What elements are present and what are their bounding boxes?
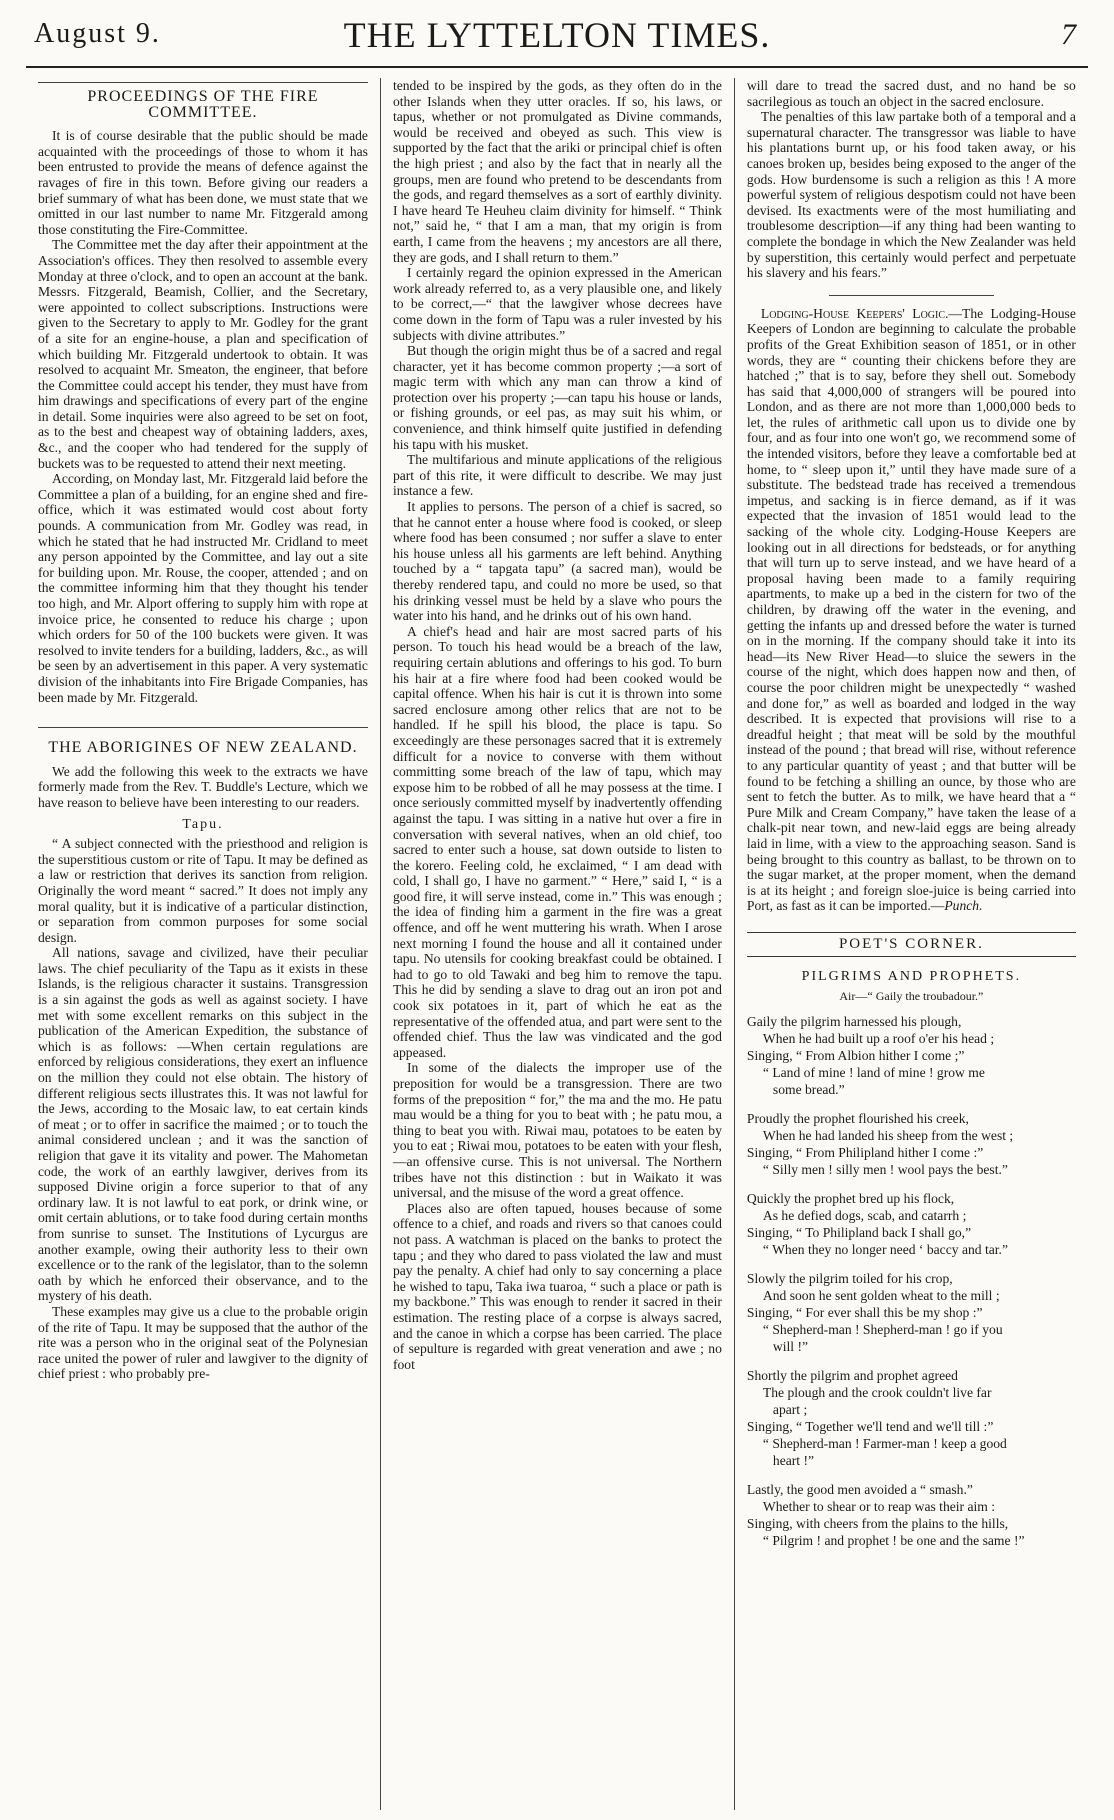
lodging-body: —The Lodging-House Keepers of London are beginning to calculate the probable profits of the Great Exhibition season of 1851, or in other words, they are “ counting their chickens before they are hatched ;” that is to say, before they shell out. Somebody has said that 4,000,000 of strangers will be poured into London, and as there are not more than 1,000,000 beds to let, the rules of arithmetic call upon us to divide one by four, and as four into one won't go, we recommend some of the intended visitors, before they leave a comfortable bed at home, to “ sleep upon it,” until they have made sure of a substitute. The bedstead trade has received a tremendous impetus, and sacking is in fierce demand, as if it was expected that the invasion of 1851 would lead to the sacking of the whole city. Lodging-House Keepers are looking out in all directions for bedsteads, or for anything that will turn up to serve instead, and we have heard of a proposal having been made to a family requiring apartments, to make up a bed in the cistern for two of the children, by drawing off the water in the evening, and getting the infants up and dressed before the water is turned on in the morning. If the company should take it into its head—its New River Head—to sluice the sewers in the course of the night, which does happen now and then, of course the poor children might be unexpectedly “ washed and done for,” as well as boarded and lodged in the way described. It is expected that provisions will rise to a dreadful height ; that meat will be sold by the mouthful instead of the pound ; that bread will rise, without reference to any particular quantity of yeast ; and that butter will be found to be fetching a shilling an ounce, by those who are sent to fetch the butter. As to milk, we have heard that a “ Pure Milk and Cream Company,” have taken the lease of a chalk-pit near town, and new-laid eggs are being already laid in lime, with a view to the approaching season. Sand is being brought to this country as ballast, to be thrown on to the sugar market, at the proper moment, when the demand is at its height ; and foreign sloe-juice is being carried into Port, as fast as it can be imported.— xyxy=(746,305,1076,914)
poem-line: “ Silly men ! silly men ! wool pays the best.” xyxy=(762,1161,1008,1177)
aborigines-paragraph: All nations, savage and civilized, have their peculiar laws. The chief peculiarity of the Tapu as it exists in these Islands, is the religious character it sustains. Transgression is a sin against the gods as well as against society. I have met with some excellent remarks on this subject in the publication of the American Expedition, the substance of which is as follows: —When certain regulations are enforced by religious considerations, they exert an influence on the million they could not else obtain. The history of different religious sects illustrates this. It was not lawful for the Jews, according to the Mosaic law, to eat certain kinds of meat ; or to offer in sacrifice the maimed ; or to touch the animal considered unclean ; and it was the sanction of religion that gave it its vitality and power. The Mahometan code, the work of an earthly lawgiver, derives from its supposed Divine origin a force superior to that of any ordinary law. It is not lawful to eat pork, or drink wine, or omit certain ablutions, or to take food during certain months from sunrise to sunset. The Institutions of Lycurgus are another example, owing their authority less to their own excellence or to the rank of the legislator, than to the solemn oath by which he enforced their observance, and to the mystery of his death. xyxy=(38,945,368,1304)
issue-date: August 9. xyxy=(34,18,161,49)
columns xyxy=(26,78,1088,1810)
divider xyxy=(38,727,368,728)
column-1 xyxy=(26,78,380,1810)
poem-stanza xyxy=(747,1190,1076,1258)
poem-line: Singing, “ From Albion hither I come ;” xyxy=(746,1047,965,1063)
column-3 xyxy=(734,78,1088,1810)
aborigines-paragraph: I certainly regard the opinion expressed in the American work already referred to, as a very plausible one, and likely to be correct,—“ that the lawgiver whose decrees have come down in the form of Tapu was a ruler invested by his subjects with divine attributes.” xyxy=(392,265,722,343)
aborigines-paragraph: These examples may give us a clue to the probable origin of the rite of Tapu. It may be supposed that the author of the rite was a person who in the original seat of the Polynesian race united the power of ruler and lawgiver to the dignity of chief priest : who probably pre- xyxy=(38,1303,368,1382)
aborigines-paragraph: will dare to tread the sacred dust, and no hand be so sacrilegious as touch an object in the sacred enclosure. xyxy=(746,78,1076,109)
poem-stanza xyxy=(747,1013,1076,1098)
poets-corner-heading: POET'S CORNER. xyxy=(747,932,1076,958)
poem-line: Slowly the pilgrim toiled for his crop, xyxy=(746,1270,953,1286)
aborigines-paragraph: It applies to persons. The person of a chief is sacred, so that he cannot enter a house where food is cooked, or sleep where food has been consumed ; nor suffer a slave to enter his house unless all his garments are left behind. Anything touched by a “ tapgata tapu” (a sacred man), would be thereby rendered tapu, and could no more be used, so that his drinking vessel must be held by a slave who pours the water into his hand, and he drinks out of his own hand. xyxy=(392,499,722,624)
poem-line: Shortly the pilgrim and prophet agreed xyxy=(746,1367,958,1383)
poem-line: “ Shepherd-man ! Farmer-man ! keep a good xyxy=(762,1435,1007,1451)
poem-stanza xyxy=(747,1367,1076,1469)
fire-committee-paragraph-1: It is of course desirable that the public should be made acquainted with the proceedings of those to whom it has been entrusted to provide the means of defence against the ravages of fire in this town. Before giving our readers a brief summary of what has been done, we must state that we omitted in our last number to name Mr. Fitzgerald among those constituting the Fire-Committee. xyxy=(38,128,368,237)
poem-line: When he had landed his sheep from the west ; xyxy=(762,1127,1014,1143)
page-number: 7 xyxy=(1061,18,1076,51)
poem-line: Lastly, the good men avoided a “ smash.” xyxy=(746,1481,973,1497)
aborigines-paragraph: A chief's head and hair are most sacred parts of his person. To touch his head would be a breach of the law, requiring certain ablutions and offerings to his god. To burn his hair at a fire where food had been cooked would be capital offence. When his hair is cut it is thrown into some sacred enclosure among other relics that are not to be handled. If he spill his blood, the place is tapu. So exceedingly are these personages sacred that it is extremely difficult for a novice to converse with them without committing some breach of the law of tapu, which may expose him to be robbed of all he may possess at the time. I once seriously committed myself by inadvertently offending against the tapu. I was sitting in a native hut over a fire in conversation with several natives, when an old chief, too sacred to enter such a house, sat down outside to listen to the korero. Feeling cold, he exclaimed, “ I am dead with cold, I shall go, I have no garment.” “ Here,” said I, “ is a good fire, it will serve instead, come in.” This was enough ; the idea of finding him a garment in the fire was a great offence, and off he went muttering his wrath. When I arose next morning I found the house and all it contained under tapu. No utensils for cooking breakfast could be obtained. I had to go to old Tawaki and beg him to remove the tapu. This he did by sending a slave to drag out an iron pot and cook six potatoes in it, part of which he eat as the representative of the offended atua, and part were sent to the offended chief. Thus the law was vindicated and the god appeased. xyxy=(392,623,722,1060)
poem-line: will !” xyxy=(772,1338,809,1354)
poem-line: When he had built up a roof o'er his head ; xyxy=(762,1030,995,1046)
poem-line: Singing, “ From Philipland hither I come :” xyxy=(746,1144,984,1160)
aborigines-intro: We add the following this week to the extracts we have formerly made from the Rev. T. Buddle's Lecture, which we have reason to believe have been interesting to our readers. xyxy=(38,763,368,810)
tapu-subheading: Tapu. xyxy=(182,816,224,832)
aborigines-paragraph: “ A subject connected with the priesthood and religion is the superstitious custom or rite of Tapu. It may be defined as a law or restriction that derives its sanction from religion. Originally the word meant “ sacred.” It does not imply any moral quality, but it is indicative of a particular distinction, or separation from common purposes for some social design. xyxy=(38,836,368,945)
poem-line: Singing, “ For ever shall this be my shop :” xyxy=(746,1304,983,1320)
fire-committee-paragraph-3: According, on Monday last, Mr. Fitzgerald laid before the Committee a plan of a building, for an engine shed and fire-office, which it was estimated would cost about forty pounds. A communication from Mr. Godley was read, in which he stated that he had instructed Mr. Cridland to meet any person appointed by the Committee, and lay out a site for building upon. Mr. Rouse, the cooper, attended ; and on the committee informing him that they thought his tender too high, and Mr. Alport offering to supply him with rope at invoice price, he consented to reduce his charge ; upon which orders for 50 of the 100 buckets were given. It was resolved to invite tenders for a building, ladders, &c., as will be seen by an advertisement in this paper. A very systematic division of the inhabitants into Fire Brigade Companies, has been made by Mr. Fitzgerald. xyxy=(38,471,368,705)
divider xyxy=(38,82,368,83)
fire-committee-heading: PROCEEDINGS OF THE FIRE COMMITTEE. xyxy=(87,88,319,121)
poem-line: Gaily the pilgrim harnessed his plough, xyxy=(746,1013,962,1029)
poem-title: PILGRIMS AND PROPHETS. xyxy=(801,969,1022,985)
poem-stanza xyxy=(747,1110,1076,1178)
aborigines-paragraph: Places also are often tapued, houses because of some offence to a chief, and roads and rivers so that canoes could not pass. A watchman is placed on the banks to protect the tapu ; and they who dared to pass violated the law and must pay the penalty. A chief had only to say concerning a place he wished to tapu, Taka iwa tuaroa, “ such a place or path is my backbone.” This was enough to render it sacred in their estimation. The resting place of a corpse is always sacred, and the canoe in which a corpse has been carried. The place of sepulture is regarded with great veneration and awe ; no foot xyxy=(392,1200,722,1372)
poem-line: Proudly the prophet flourished his creek, xyxy=(746,1110,969,1126)
aborigines-paragraph: The multifarious and minute applications of the religious part of this rite, it were difficult to describe. We may just instance a few. xyxy=(392,452,722,499)
poem-stanza xyxy=(747,1481,1076,1549)
poem-line: As he defied dogs, scab, and catarrh ; xyxy=(762,1207,967,1223)
aborigines-paragraph: tended to be inspired by the gods, as they often do in the other Islands when they utter oracles. If so, his laws, or tapus, whether or not promulgated as Divine commands, would be received and obeyed as such. This view is supported by the fact that the ariki or principal chief is often the high priest ; and also by the fact that in nearly all the groups, men are found who pretend to be descendants from the gods, and regard themselves as a sort of earthly divinity. I have heard Te Heuheu claim divinity for himself. “ Think not,” said he, “ that I am a man, that my origin is from earth, I came from the heavens ; my ancestors are all there, they are gods, and I shall return to them.” xyxy=(392,78,722,265)
lodging-title: Lodging-House Keepers' Logic. xyxy=(760,305,949,321)
poem-line: Singing, with cheers from the plains to the hills, xyxy=(746,1515,1009,1531)
poem-line: The plough and the crook couldn't live far xyxy=(762,1384,992,1400)
poem-line: “ When they no longer need ‘ baccy and tar.” xyxy=(762,1241,1008,1257)
poem xyxy=(747,1013,1076,1549)
poem-line: And soon he sent golden wheat to the mill ; xyxy=(762,1287,1000,1303)
poem-line: Quickly the prophet bred up his flock, xyxy=(746,1190,955,1206)
poem-line: apart ; xyxy=(772,1401,808,1417)
lodging-source: Punch. xyxy=(944,898,983,914)
divider xyxy=(829,295,993,296)
poem-air: Air—“ Gaily the troubadour.” xyxy=(839,989,984,1004)
aborigines-paragraph: In some of the dialects the improper use of the preposition for would be a transgression. There are two forms of the preposition “ for,” the ma and the mo. He patu mau would be a thing for you to beat with ; he patu mou, a thing to beat you with. Riwai mau, potatoes to be eaten by you to eat ; Riwai mou, potatoes to be eaten with your flesh,—an offensive curse. This is not universal. The Northern tribes have not this distinction : but in Waikato it was universal, and the misuse of the word a great offence. xyxy=(392,1060,722,1201)
fire-committee-paragraph-2: The Committee met the day after their appointment at the Association's offices. They then resolved to assemble every Monday at three o'clock, and to open an account at the bank. Messrs. Fitzgerald, Beamish, Collier, and the Secretary, were appointed to collect subscriptions. Instructions were given to the Secretary to apply to Mr. Godley for the grant of a site for an engine-house, a plan and specification of which building Mr. Fitzgerald undertook to obtain. It was resolved to acquaint Mr. Smeaton, the engineer, that before the Committee could accept his tender, they must have from him drawings and specifications of every part of the engine in detail. Some inquiries were also agreed to be set on foot, as to the best and cheapest way of obtaining ladders, axes, &c., and the cooper who had tendered for the supply of buckets was to be requested to attend their next meeting. xyxy=(38,237,368,471)
poem-line: “ Land of mine ! land of mine ! grow me xyxy=(762,1064,985,1080)
poem-line: “ Pilgrim ! and prophet ! be one and the same !” xyxy=(762,1532,1025,1548)
masthead xyxy=(26,0,1088,68)
lodging-article xyxy=(747,306,1076,914)
poem-stanza xyxy=(747,1270,1076,1355)
poem-line: Singing, “ Together we'll tend and we'll till :” xyxy=(746,1418,994,1434)
poem-line: heart !” xyxy=(772,1452,815,1468)
aborigines-heading: THE ABORIGINES OF NEW ZEALAND. xyxy=(48,739,358,757)
poem-line: “ Shepherd-man ! Shepherd-man ! go if you xyxy=(762,1321,1003,1337)
poem-line: some bread.” xyxy=(772,1081,845,1097)
newspaper-title: THE LYTTELTON TIMES. xyxy=(343,15,771,55)
poem-line: Singing, “ To Philipland back I shall go,” xyxy=(746,1224,972,1240)
poem-line: Whether to shear or to reap was their aim : xyxy=(762,1498,996,1514)
column-2 xyxy=(380,78,734,1810)
aborigines-paragraph: The penalties of this law partake both of a temporal and a supernatural character. The transgressor was liable to have his plantations burnt up, or his food taken away, or his canoes broken up, besides being exposed to the anger of the gods. How burdensome is such a religion as this ! A more powerful system of religious despotism could not have been devised. Its exactments were of the most humiliating and troublesome description—if any thing had been wanting to complete the bondage in which the New Zealander was held by superstition, this certainly would perfect and perpetuate his slavery and his fears.” xyxy=(746,109,1076,281)
aborigines-paragraph: But though the origin might thus be of a sacred and regal character, yet it has become common property ;—a sort of magic term with which any man can throw a kind of protection over his property ;—can tapu his house or lands, or fishing grounds, or eel pas, as may suit his whim, or convenience, and think himself quite justified in defending his tapu with his musket. xyxy=(392,343,722,452)
